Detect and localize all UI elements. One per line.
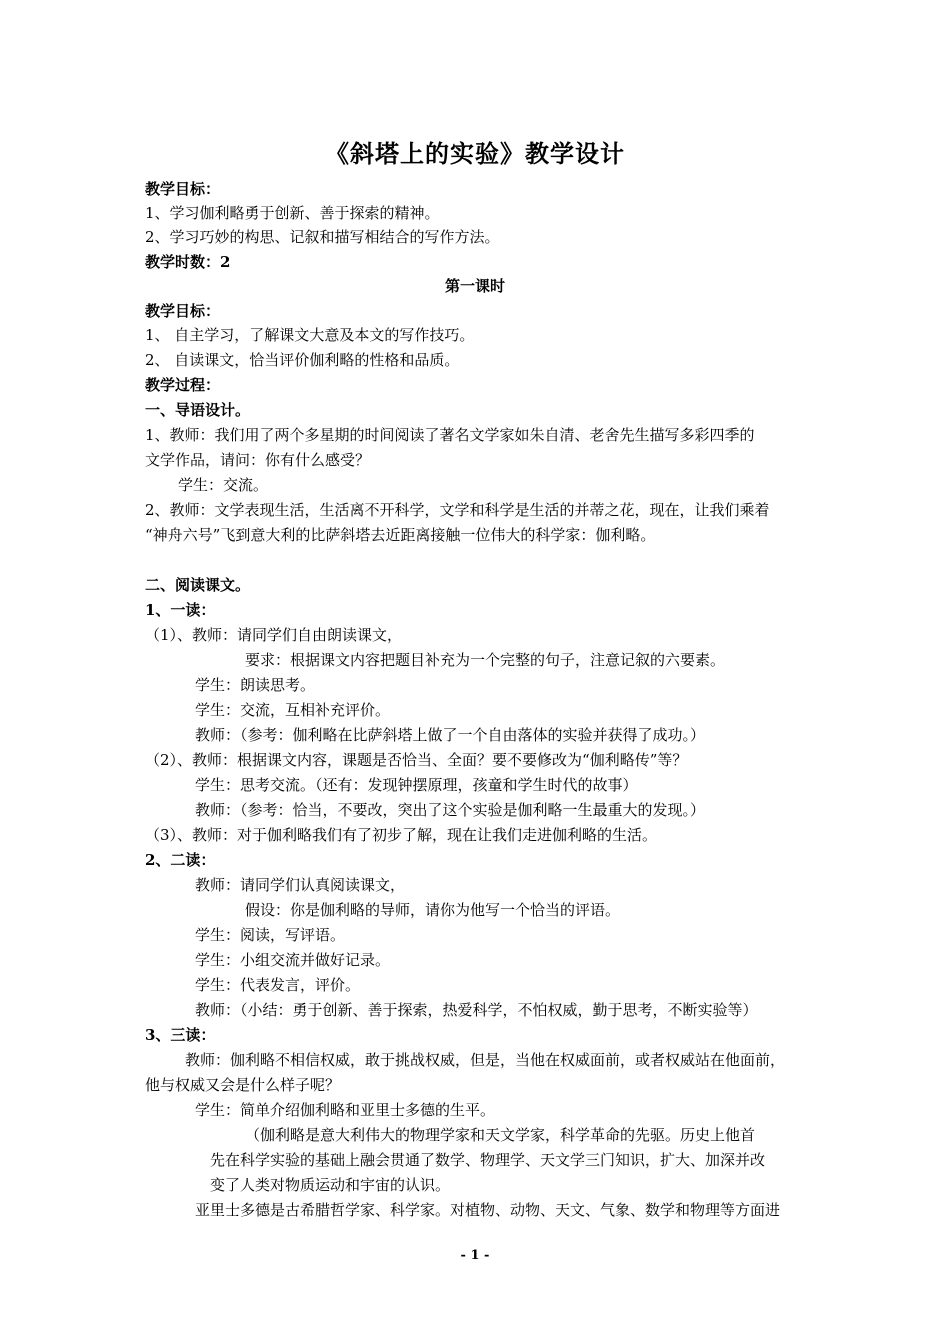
text-line: 教师：（参考：恰当，不要改，突出了这个实验是伽利略一生最重大的发现。） [195, 801, 706, 819]
text-line: 1、 自主学习，了解课文大意及本文的写作技巧。 [145, 326, 475, 344]
text-line: 学生：阅读，写评语。 [195, 926, 346, 944]
section-heading: 教学目标： [145, 302, 221, 320]
section-heading: 一、导语设计。 [145, 401, 251, 419]
text-line: 教师：请同学们认真阅读课文， [195, 876, 406, 894]
text-line: 学生：思考交流。（还有：发现钟摆原理，孩童和学生时代的故事） [195, 776, 638, 794]
text-line: 教师：（小结：勇于创新、善于探索，热爱科学，不怕权威，勤于思考，不断实验等） [195, 1001, 758, 1019]
text-line: 学生：小组交流并做好记录。 [195, 951, 391, 969]
text-line: 学生：朗读思考。 [195, 676, 316, 694]
text-line: 先在科学实验的基础上融会贯通了数学、物理学、天文学三门知识，扩大、加深并改 [210, 1151, 766, 1169]
text-line: （3）、教师：对于伽利略我们有了初步了解，现在让我们走进伽利略的生活。 [145, 826, 658, 844]
text-line: “神舟六号”飞到意大利的比萨斜塔去近距离接触一位伟大的科学家：伽利略。 [145, 526, 656, 544]
section-heading: 二、阅读课文。 [145, 576, 251, 594]
text-line: 变了人类对物质运动和宇宙的认识。 [210, 1176, 451, 1194]
section-heading: 教学过程： [145, 376, 221, 394]
page-number: - 1 - [460, 1248, 490, 1263]
text-line: 学生：交流。 [178, 476, 269, 494]
section-heading: 2、二读： [145, 851, 216, 869]
text-line: 2、学习巧妙的构思、记叙和描写相结合的写作方法。 [145, 228, 500, 246]
text-line: 假设：你是伽利略的导师，请你为他写一个恰当的评语。 [245, 901, 621, 919]
text-line: 1、教师：我们用了两个多星期的时间阅读了著名文学家如朱自清、老舍先生描写多彩四季的 [145, 426, 755, 444]
text-line: （1）、教师：请同学们自由朗读课文， [145, 626, 403, 644]
text-line: 要求：根据课文内容把题目补充为一个完整的句子，注意记叙的六要素。 [245, 651, 726, 669]
text-line: 他与权威又会是什么样子呢？ [145, 1076, 341, 1094]
section-heading: 1、一读： [145, 601, 216, 619]
text-line: 亚里士多德是古希腊哲学家、科学家。对植物、动物、天文、气象、数学和物理等方面进 [195, 1201, 781, 1219]
text-line: 学生：简单介绍伽利略和亚里士多德的生平。 [195, 1101, 496, 1119]
text-line: 1、学习伽利略勇于创新、善于探索的精神。 [145, 204, 440, 222]
text-line: 教师：伽利略不相信权威，敢于挑战权威，但是，当他在权威面前，或者权威站在他面前， [185, 1051, 786, 1069]
text-line: （2）、教师：根据课文内容，课题是否恰当、全面？要不要修改为“伽利略传”等？ [145, 751, 688, 769]
lesson-heading: 第一课时 [444, 277, 505, 295]
section-heading: 教学目标： [145, 180, 221, 198]
text-line: 学生：代表发言，评价。 [195, 976, 361, 994]
text-line: 学生：交流，互相补充评价。 [195, 701, 391, 719]
text-line: （伽利略是意大利伟大的物理学家和天文学家，科学革命的先驱。历史上他首 [245, 1126, 756, 1144]
text-line: 2、教师：文学表现生活，生活离不开科学，文学和科学是生活的并蒂之花，现在，让我们乘着 [145, 501, 770, 519]
section-heading: 3、三读： [145, 1026, 216, 1044]
text-line: 2、 自读课文，恰当评价伽利略的性格和品质。 [145, 351, 460, 369]
text-line: 教师：（参考：伽利略在比萨斜塔上做了一个自由落体的实验并获得了成功。） [195, 726, 706, 744]
document-title: 《斜塔上的实验》教学设计 [325, 139, 625, 168]
section-heading: 教学时数：2 [145, 253, 231, 271]
text-line: 文学作品，请问：你有什么感受？ [145, 451, 371, 469]
